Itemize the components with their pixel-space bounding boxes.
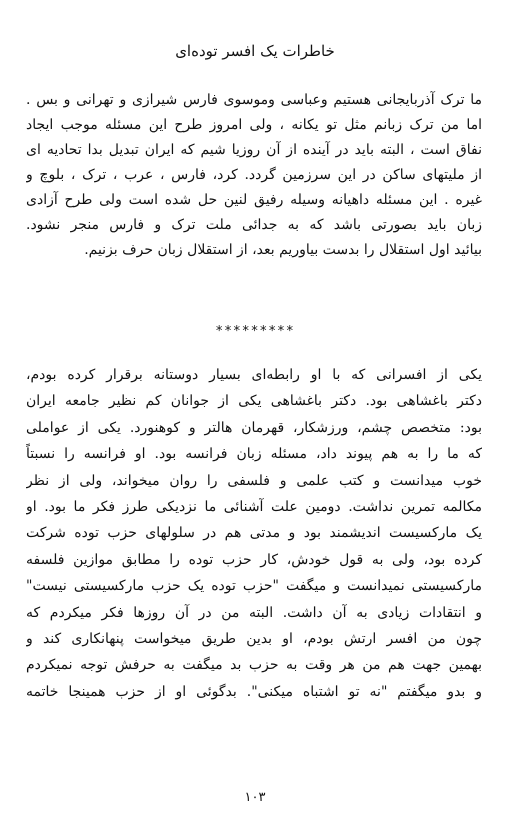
page-number: ۱۰۳: [244, 790, 266, 805]
text-line: اما من ترک زبانم مثل تو یکانه ، ولی امروز طرح این مسئله موجب ایجاد: [26, 117, 482, 133]
text-line: یک مارکسیست اندیشمند بود و مدتی هم در سلولهای حزب توده شرکت: [26, 525, 482, 542]
text-line: دکتر باغشاهی بود. دکتر باغشاهی یکی از جوانان کم نظیر جامعه ایران: [26, 393, 482, 410]
section-separator: *********: [215, 324, 295, 339]
text-line: کرده بود، ولی به قول خودش، کار حزب توده را مطابق موازین فلسفه: [26, 551, 482, 568]
paragraph-2: [26, 362, 482, 705]
paragraph-1: [26, 88, 482, 263]
text-line: یکی از افسرانی که با او رابطه‌ای بسیار دوستانه برقرار کرده بودم،: [26, 367, 482, 383]
text-line: زبان باید بصورتی باشد که به جدائی ملت ترک و فارس منجر نشود.: [26, 217, 482, 233]
text-line: بهمین جهت هم من هر وقت به حزب بد میگفت به حرفش توجه نمیکردم: [26, 657, 482, 674]
text-line: غیره . این مسئله داهیانه وسیله رفیق لنین حل شده است ولی طرح آزادی: [26, 192, 482, 208]
text-line: بود: متخصص چشم، ورزشکار، قهرمان هالتر و کوهنورد. یکی از عواملی: [26, 419, 482, 436]
text-line: ما ترک آذربایجانی هستیم وعباسی وموسوی فارس شیرازی و تهرانی و بس .: [26, 92, 482, 108]
text-line: بیائید اول استقلال را بدست بیاوریم بعد، از استقلال زبان حرف بزنیم.: [84, 242, 482, 258]
page-title: خاطرات یک افسر توده‌ای: [175, 42, 335, 60]
text-line: از ملیتهای ساکن در این سرزمین گردد. کرد، فارس ، عرب ، ترک ، بلوچ و: [26, 167, 482, 183]
text-line: چون من افسر ارتش بودم، او بدین طریق میخواست پنهانکاری کند و: [26, 630, 482, 647]
text-line: خوب میدانست و کتب علمی و فلسفی را روان میخواند، ولی از نظر: [26, 472, 482, 489]
text-line: و بدو میگفتم "نه تو اشتباه میکنی". بدگوئی او از حزب همینجا خاتمه: [26, 683, 482, 700]
text-line: مکالمه تمرین نداشت. دومین علت آشنائی ما نزدیکی طرز فکر ما بود. او: [26, 498, 482, 515]
text-line: نفاق است ، البته باید در آینده از آن روزیا شیم که ایران تبدیل بدا تحادیه ای: [26, 142, 482, 158]
text-line: و انتقادات زیادی به آن داشت. البته من در آن روزها فکر میکردم که: [26, 604, 482, 621]
text-line: مارکسیستی نمیدانست و میگفت "حزب توده یک حزب مارکسیستی نیست": [26, 578, 482, 595]
text-line: که ما را به هم پیوند داد، مسئله زبان فرانسه بود. او فرانسه را نسبتاً: [26, 446, 482, 463]
